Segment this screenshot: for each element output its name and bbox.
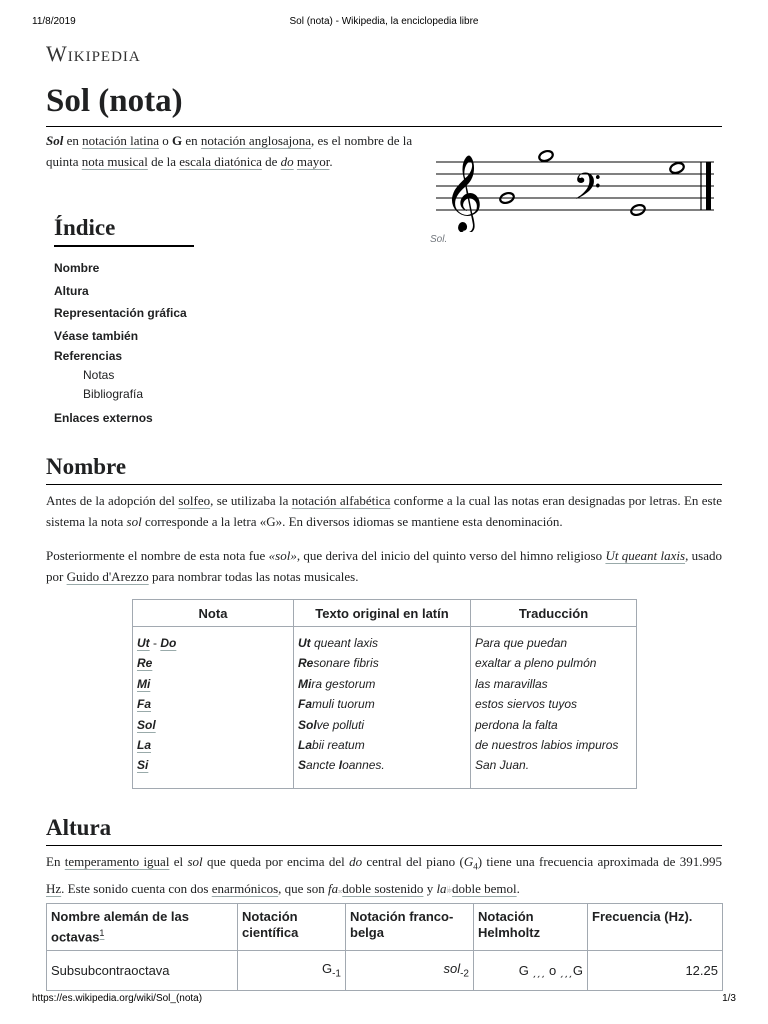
print-date: 11/8/2019 [32, 16, 76, 27]
note-link[interactable]: Fa [137, 697, 152, 712]
table-row [133, 653, 637, 673]
cell-traduccion [471, 694, 637, 714]
latin-bold: Fa [298, 697, 313, 712]
table-row [133, 694, 637, 714]
final-barline [706, 162, 711, 210]
cell-nota [133, 755, 294, 788]
text: , se utilizaba la [210, 493, 292, 508]
toc-item-representacion[interactable]: Representación gráfica [54, 306, 187, 320]
text: do [349, 854, 363, 869]
latin-bold: Sol [298, 717, 317, 732]
nombre-paragraph-1 [46, 490, 722, 532]
cell-latin [294, 674, 471, 694]
toc-heading: Índice [54, 213, 194, 247]
link-notacion-latina[interactable]: notación latina [82, 133, 160, 148]
latin-bold: S [298, 758, 307, 773]
cell-franco-belga [346, 951, 474, 991]
latin-rest: oannes. [342, 758, 385, 773]
text: de la [147, 154, 180, 169]
latin-bold: Re [298, 656, 314, 671]
cell-name: Subsubcontraoctava [47, 951, 238, 991]
table-row [133, 627, 637, 654]
link-nota-musical[interactable]: nota musical [81, 154, 148, 169]
cell-traduccion [471, 735, 637, 755]
text: G [572, 963, 583, 979]
toc-item-altura[interactable]: Altura [54, 283, 89, 298]
translation-text: perdona la falta [475, 717, 558, 732]
translation-text: San Juan. [475, 758, 530, 773]
text: En [46, 854, 65, 869]
text: G [518, 963, 529, 979]
text: . Este sonido cuenta con dos [61, 880, 212, 896]
cell-frequency: 12.25 [588, 951, 723, 991]
latin-rest: muli tuorum [312, 697, 375, 712]
figure-caption: Sol. [430, 234, 448, 245]
column-header: Traducción [471, 600, 637, 627]
cell-scientific [238, 951, 346, 991]
translation-text: estos siervos tuyos [475, 697, 578, 712]
note-link[interactable]: Re [137, 656, 153, 671]
table-row [47, 951, 723, 991]
staff-image [430, 140, 720, 232]
link-guido-darezzo[interactable]: Guido d'Arezzo [66, 569, 149, 584]
text: . [329, 154, 333, 169]
print-page-number: 1/3 [722, 993, 736, 1004]
text: ) tiene una frecuencia aproximada de 391.995 [477, 854, 722, 869]
cell-latin [294, 653, 471, 673]
text: el [169, 854, 188, 869]
text: corresponde a la letra «G». En diversos idiomas se mantiene esta denominación. [141, 514, 563, 529]
intro-paragraph [46, 130, 416, 172]
cell-nota [133, 735, 294, 755]
column-header: Notación franco-belga [346, 904, 474, 951]
toc-item-vease[interactable]: Véase también [54, 328, 139, 343]
text: -2 [460, 968, 469, 980]
text: sol [187, 854, 203, 869]
text: central del piano ( [362, 854, 464, 869]
link-enarmonicos[interactable]: enarmónicos [211, 880, 279, 896]
cell-latin [294, 715, 471, 735]
latin-bold: Mi [298, 676, 312, 691]
cell-nota [133, 694, 294, 714]
link-notacion-anglosajona[interactable]: notación anglosajona [200, 133, 312, 148]
text: , es el nombre de la quinta [46, 133, 413, 169]
cell-latin [294, 694, 471, 714]
text: en [182, 133, 201, 148]
column-header: Texto original en latín [294, 600, 471, 627]
print-url: https://es.wikipedia.org/wiki/Sol_(nota) [32, 993, 203, 1004]
cell-latin [294, 627, 471, 654]
table-row [133, 674, 637, 694]
latin-bold: I [338, 758, 343, 773]
text: , que deriva del inicio del quinto verso del himno religioso [296, 548, 606, 563]
note-link[interactable]: Do [160, 636, 177, 650]
latin-rest: sonare fibris [313, 656, 379, 671]
latin-rest: bii reatum [312, 738, 365, 753]
text: 4 [473, 861, 478, 872]
cell-traduccion [471, 755, 637, 788]
text: Nombre alemán de las octavas [51, 909, 189, 945]
latin-rest: ra gestorum [311, 676, 376, 691]
syllables-table [132, 599, 637, 789]
link-do[interactable]: do [280, 154, 294, 169]
text: Antes de la adopción del [46, 493, 179, 508]
toc-item-nombre[interactable]: Nombre [54, 261, 100, 275]
toc-subitem-bibliografia[interactable]: Bibliografía [83, 386, 144, 401]
note-link[interactable]: Sol [137, 717, 156, 732]
altura-paragraph [46, 851, 722, 901]
column-header: Notación científica [238, 904, 346, 951]
translation-text: exaltar a pleno pulmón [475, 656, 597, 671]
text: «sol» [268, 548, 297, 563]
wikipedia-wordmark[interactable]: Wikipedia [46, 41, 141, 66]
print-title: Sol (nota) - Wikipedia, la enciclopedia libre [289, 16, 479, 27]
text: la [436, 880, 447, 896]
cell-nota: Ut - Do [133, 627, 294, 654]
table-row [133, 715, 637, 735]
link-doble-bemol[interactable]: doble bemol [451, 880, 517, 896]
column-header: Notación Helmholtz [474, 904, 588, 951]
toc-item-referencias[interactable]: Referencias [54, 349, 123, 363]
translation-text: de nuestros labios impuros [475, 738, 619, 753]
link-doble-sostenido[interactable]: doble sostenido [342, 880, 424, 896]
link-mayor[interactable]: mayor [296, 154, 330, 169]
note-link[interactable]: Si [137, 758, 149, 773]
cell-helmholtz [474, 951, 588, 991]
latin-bold: Ut [298, 636, 311, 650]
cell-nota [133, 674, 294, 694]
translation-text: Para que puedan [475, 636, 568, 650]
toc-item-enlaces[interactable]: Enlaces externos [54, 411, 153, 425]
latin-bold: La [298, 738, 313, 753]
text: en [63, 133, 83, 148]
text: G [321, 961, 333, 977]
sol-notation-figure [430, 140, 725, 245]
octaves-table [46, 903, 723, 991]
cell-nota [133, 715, 294, 735]
text: Posteriormente el nombre de esta nota fue [46, 548, 269, 563]
text: sol [126, 514, 142, 529]
table-row [133, 735, 637, 755]
table-row [133, 755, 637, 788]
text: ͵͵͵ o ͵͵͵ [532, 963, 573, 979]
page-title: Sol (nota) [46, 78, 722, 127]
link-ut-queant-laxis[interactable]: Ut queant laxis [605, 548, 686, 563]
note-link[interactable]: Mi [137, 676, 151, 691]
text: , que son [278, 880, 328, 896]
text: que queda por encima del [202, 854, 350, 869]
table-of-contents [54, 213, 194, 430]
bass-clef-icon: 𝄢 [573, 166, 602, 217]
column-header: Frecuencia (Hz). [588, 904, 723, 951]
text: de [261, 154, 281, 169]
toc-subitem-notas[interactable]: Notas [83, 368, 115, 382]
latin-rest: queant laxis [310, 636, 379, 650]
cell-latin [294, 755, 471, 788]
translation-text: las maravillas [475, 676, 548, 691]
note-link[interactable]: La [137, 738, 152, 753]
text: . [516, 880, 520, 896]
cell-nota [133, 653, 294, 673]
link-hz[interactable]: Hz [46, 880, 62, 896]
text: o [159, 133, 173, 148]
latin-rest: ancte [306, 758, 339, 773]
cell-traduccion [471, 653, 637, 673]
link-solfeo[interactable]: solfeo [178, 493, 211, 508]
intro-term: Sol [46, 133, 64, 148]
link-notacion-alfabetica[interactable]: notación alfabética [291, 493, 391, 508]
text: para nombrar todas las notas musicales. [148, 569, 359, 584]
text: G [463, 854, 474, 869]
note-link[interactable]: Ut [137, 636, 150, 650]
text: y [423, 880, 437, 896]
text: fa [328, 880, 339, 896]
latin-rest: ve polluti [316, 717, 365, 732]
text: sol [443, 961, 461, 977]
double-flat-icon: 𝄫 [446, 884, 452, 895]
cell-traduccion [471, 674, 637, 694]
column-header-nombre [47, 904, 238, 951]
column-header: Nota [133, 600, 294, 627]
nombre-paragraph-2 [46, 545, 722, 587]
text: conforme a la cual las notas eran designadas por letras. En este sistema la nota [46, 493, 722, 529]
cell-traduccion [471, 715, 637, 735]
intro-g: G [172, 133, 183, 148]
cell-latin [294, 735, 471, 755]
treble-clef-icon: 𝄞 [444, 154, 484, 231]
footnote-link[interactable]: 1 [99, 928, 105, 938]
text: -1 [332, 968, 341, 980]
section-heading-nombre: Nombre [46, 452, 722, 485]
link-escala-diatonica[interactable]: escala diatónica [179, 154, 262, 169]
cell-traduccion [471, 627, 637, 654]
double-sharp-icon: 𝄪 [338, 884, 343, 895]
link-temperamento-igual[interactable]: temperamento igual [64, 854, 170, 869]
text: , usado por [46, 548, 722, 584]
section-heading-altura: Altura [46, 813, 722, 846]
